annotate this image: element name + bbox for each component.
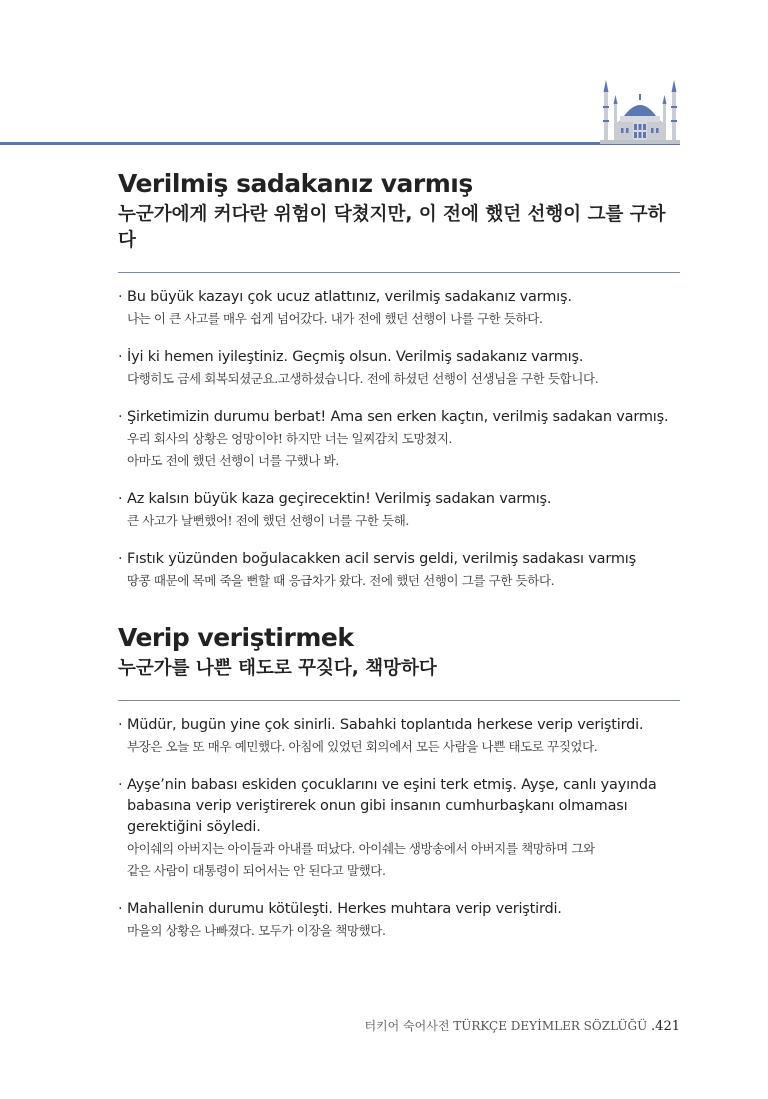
example-turkish: Mahallenin durumu kötüleşti. Herkes muhtara verip veriştirdi. [127, 901, 562, 917]
example-turkish: Bu büyük kazayı çok ucuz atlattınız, verilmiş sadakanız varmış. [127, 289, 572, 305]
example-turkish: Ayşe’nin babası eskiden çocuklarını ve eşini terk etmiş. Ayşe, canlı yayında babasına verip veriştirerek onun gibi insanın cumhurbaşkanı olmaması gerektiğini söyledi. [127, 777, 657, 835]
example-korean: 마을의 상황은 나빠졌다. 모두가 이장을 책망했다. [127, 923, 386, 938]
page-number: .421 [651, 1019, 680, 1034]
example-turkish: Müdür, bugün yine çok sinirli. Sabahki toplantıda herkese verip veriştirdi. [127, 717, 644, 733]
example-korean: 부장은 오늘 또 매우 예민했다. 아침에 있었던 회의에서 모든 사람을 나쁜 태도로 꾸짖었다. [127, 739, 598, 754]
page-footer [364, 1017, 680, 1034]
example-item [118, 407, 680, 472]
example-korean: 땅콩 때문에 목메 죽을 뻔할 때 응급차가 왔다. 전에 했던 선행이 그를 구한 듯하다. [127, 573, 555, 588]
entries [118, 168, 680, 972]
bullet: · [118, 777, 123, 793]
example-korean: 다행히도 금세 회복되셨군요.고생하셨습니다. 전에 하셨던 선행이 선생님을 구한 듯합니다. [127, 371, 599, 386]
example-korean: 우리 회사의 상황은 엉망이야! 하지만 너는 일찌감치 도망쳤지. [127, 431, 453, 446]
example-turkish: Az kalsın büyük kaza geçirecektin! Verilmiş sadakan varmış. [127, 491, 552, 507]
example-item [118, 549, 680, 592]
entry-subtitle: 누군가에게 커다란 위험이 닥쳤지만, 이 전에 했던 선행이 그를 구하다 [118, 204, 666, 251]
example-item [118, 489, 680, 532]
footer-title: 터키어 숙어사전 TÜRKÇE DEYİMLER SÖZLÜĞÜ [364, 1019, 648, 1033]
mosque-icon [600, 78, 680, 144]
entry-subtitle: 누군가를 나쁜 태도로 꾸짖다, 책망하다 [118, 658, 437, 679]
bullet: · [118, 901, 123, 917]
example-item [118, 775, 680, 882]
entry-divider [118, 700, 680, 701]
example-turkish: İyi ki hemen iyileştiniz. Geçmiş olsun. Verilmiş sadakanız varmış. [127, 349, 584, 365]
example-korean: 같은 사람이 대통령이 되어서는 안 된다고 말했다. [127, 863, 386, 878]
entry-title: Verilmiş sadakanız varmış [118, 169, 473, 198]
entry-section [118, 168, 680, 592]
example-korean: 아이쉐의 아버지는 아이들과 아내를 떠났다. 아이쉐는 생방송에서 아버지를 책망하며 그와 [127, 841, 595, 856]
bullet: · [118, 717, 123, 733]
example-turkish: Fıstık yüzünden boğulacakken acil servis geldi, verilmiş sadakası varmış [127, 551, 636, 567]
example-item [118, 899, 680, 942]
bullet: · [118, 551, 123, 567]
example-item [118, 287, 680, 330]
bullet: · [118, 409, 123, 425]
example-korean: 아마도 전에 했던 선행이 너를 구했나 봐. [127, 453, 339, 468]
entry-title: Verip veriştirmek [118, 623, 354, 652]
example-korean: 큰 사고가 날뻔했어! 전에 했던 선행이 너를 구한 듯해. [127, 513, 409, 528]
bullet: · [118, 491, 123, 507]
header-rule [0, 142, 680, 145]
entry-divider [118, 272, 680, 273]
bullet: · [118, 289, 123, 305]
example-turkish: Şirketimizin durumu berbat! Ama sen erken kaçtın, verilmiş sadakan varmış. [127, 409, 669, 425]
example-korean: 나는 이 큰 사고를 매우 쉽게 넘어갔다. 내가 전에 했던 선행이 나를 구한 듯하다. [127, 311, 543, 326]
bullet: · [118, 349, 123, 365]
example-item [118, 347, 680, 390]
example-item [118, 715, 680, 758]
entry-section [118, 622, 680, 942]
